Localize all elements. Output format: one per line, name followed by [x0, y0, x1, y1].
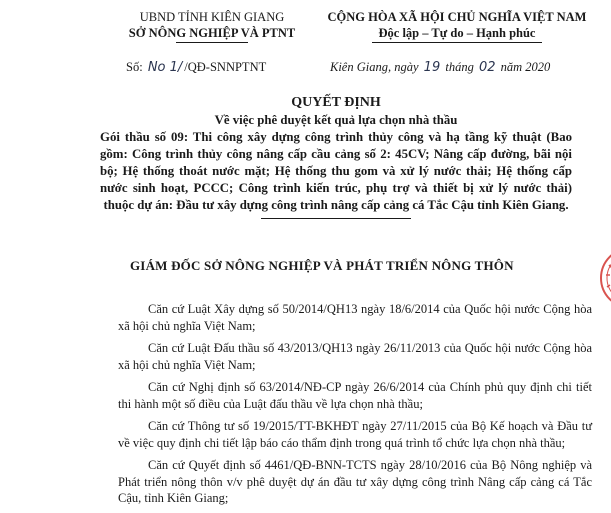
legal-basis-paragraph: Căn cứ Luật Đấu thầu số 43/2013/QH13 ngày 26/11/2013 của Quốc hội nước Cộng hòa xã hội chủ nghĩa Việt Nam;	[118, 341, 592, 372]
issue-date	[330, 60, 550, 75]
legal-basis-paragraph: Căn cứ Luật Xây dựng số 50/2014/QH13 ngày 18/6/2014 của Quốc hội nước Cộng hòa xã hội chủ nghĩa Việt Nam;	[118, 302, 592, 333]
title-underline	[261, 218, 411, 219]
title-block	[100, 94, 572, 219]
legal-basis-paragraph: Căn cứ Nghị định số 63/2014/NĐ-CP ngày 26/6/2014 của Chính phủ quy định chi tiết thi hành một số điều của Luật đấu thầu về lựa chọn nhà thầu;	[118, 380, 592, 411]
motto-underline	[372, 42, 542, 43]
handwritten-number: No 1/	[147, 60, 183, 75]
legal-basis-paragraph: Căn cứ Thông tư số 19/2015/TT-BKHĐT ngày 27/11/2015 của Bộ Kế hoạch và Đầu tư về việc quy định chi tiết lập báo cáo thẩm định trong quá trình tổ chức lựa chọn nhà thầu;	[118, 419, 592, 450]
date-year: năm 2020	[500, 60, 551, 74]
official-seal-icon	[597, 243, 611, 313]
document-number	[126, 60, 266, 75]
issuing-agency: SỞ NÔNG NGHIỆP VÀ PTNT	[128, 26, 296, 40]
handwritten-day: 19	[423, 60, 441, 75]
national-motto: Độc lập – Tự do – Hạnh phúc	[378, 26, 536, 40]
legal-bases	[118, 301, 592, 513]
month-label: tháng	[445, 60, 474, 74]
number-suffix: /QĐ-SNNPTNT	[184, 60, 267, 74]
document-type: QUYẾT ĐỊNH	[291, 95, 381, 110]
bid-package-description: Gói thầu số 09: Thi công xây dựng công trình thủy công và hạ tầng kỹ thuật (Bao gồm: Công trình thủy công nâng cấp cầu cảng số 2: 45CV; Nâng cấp đường, bãi nội bộ; Hệ thống thoát nước mặt; Hệ thống thu gom và xử lý nước thải; Hệ thống cấp nước sinh hoạt, PCCC; Công trình kiến trúc, phụ trợ và thiết bị xử lý nước thải) thuộc dự án: Đầu tư xây dựng công trình nâng cấp cảng cá Tắc Cậu tỉnh Kiên Giang.	[100, 130, 572, 212]
parent-agency: UBND TỈNH KIÊN GIANG	[139, 10, 285, 24]
country-name: CỘNG HÒA XÃ HỘI CHỦ NGHĨA VIỆT NAM	[327, 10, 587, 24]
legal-basis-paragraph: Căn cứ Quyết định số 4461/QĐ-BNN-TCTS ngày 28/10/2016 của Bộ Nông nghiệp và Phát triển nông thôn v/v phê duyệt dự án đầu tư xây dựng công trình Nâng cấp cảng cá Tắc Cậu, tỉnh Kiên Giang;	[118, 458, 592, 505]
national-header-block	[312, 9, 602, 43]
number-prefix: Số:	[126, 60, 143, 74]
issuing-authority: GIÁM ĐỐC SỞ NÔNG NGHIỆP VÀ PHÁT TRIỂN NÔNG THÔN	[130, 258, 514, 273]
document-subject: Về việc phê duyệt kết quả lựa chọn nhà thầu	[214, 113, 458, 127]
handwritten-month: 02	[478, 60, 496, 75]
date-prefix: Kiên Giang, ngày	[330, 60, 419, 74]
issuing-agency-block	[112, 9, 312, 43]
agency-underline	[176, 42, 248, 43]
